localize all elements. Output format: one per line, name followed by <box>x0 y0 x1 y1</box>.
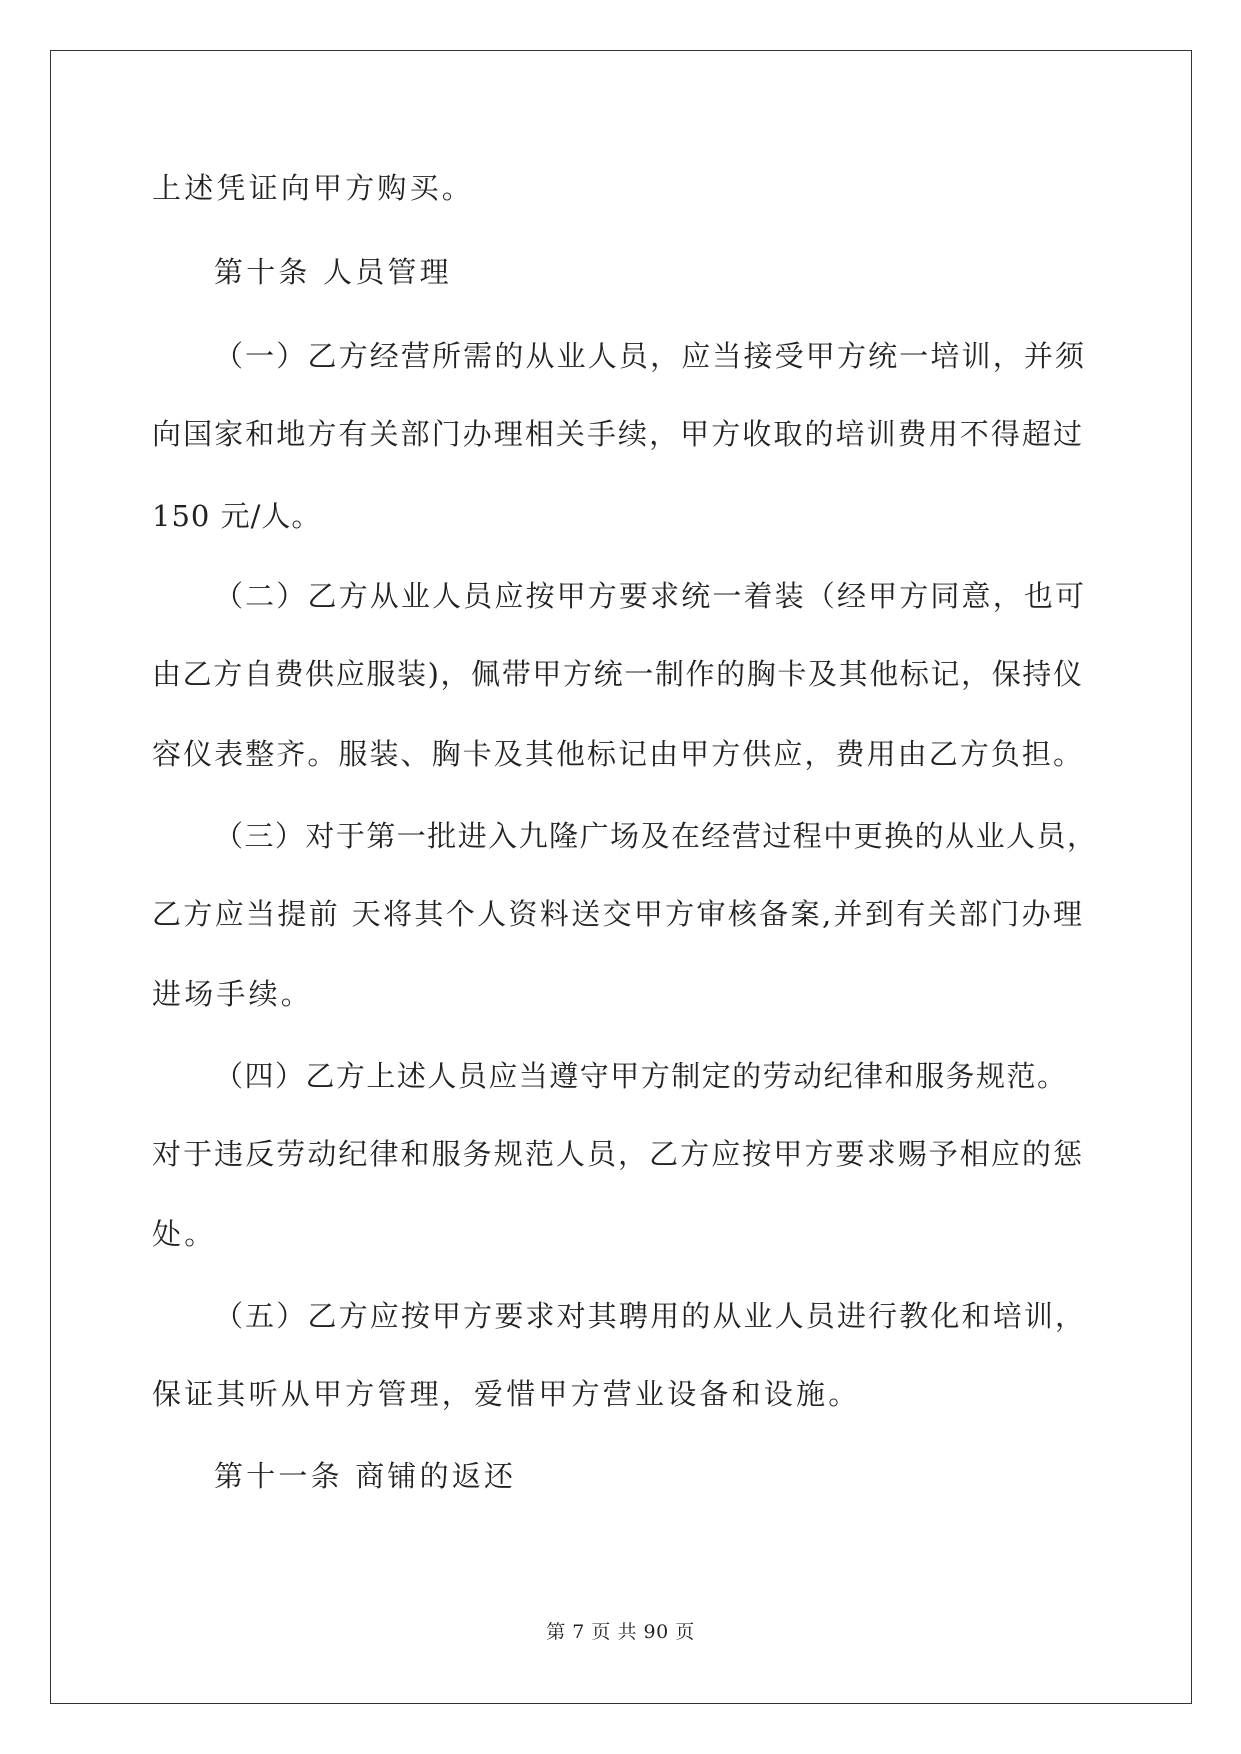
text-line: （一）乙方经营所需的从业人员，应当接受甲方统一培训，并须 <box>214 339 1084 373</box>
text-line: 处。 <box>152 1217 217 1251</box>
page-number-footer: 第 7 页 共 90 页 <box>546 1621 695 1643</box>
text-line: （四）乙方上述人员应当遵守甲方制定的劳动纪律和服务规范。 <box>214 1059 1066 1093</box>
text-line: 乙方应当提前 天将其个人资料送交甲方审核备案,并到有关部门办理 <box>152 897 1082 931</box>
article-heading: 第十条 人员管理 <box>214 255 452 289</box>
text-line: 上述凭证向甲方购买。 <box>152 171 475 205</box>
text-line: 保证其听从甲方管理，爱惜甲方营业设备和设施。 <box>152 1377 861 1411</box>
text-line: 150 元/人。 <box>152 499 322 533</box>
text-line: 对于违反劳动纪律和服务规范人员，乙方应按甲方要求赐予相应的惩 <box>152 1137 1082 1171</box>
text-line: 向国家和地方有关部门办理相关手续，甲方收取的培训费用不得超过 <box>152 417 1082 451</box>
text-line: 由乙方自费供应服装)，佩带甲方统一制作的胸卡及其他标记，保持仪 <box>152 657 1082 691</box>
text-line: 进场手续。 <box>152 977 314 1011</box>
text-line: （三）对于第一批进入九隆广场及在经营过程中更换的从业人员， <box>214 819 1096 853</box>
article-heading: 第十一条 商铺的返还 <box>214 1459 517 1493</box>
text-line: （二）乙方从业人员应按甲方要求统一着装（经甲方同意，也可 <box>214 579 1084 613</box>
text-line: （五）乙方应按甲方要求对其聘用的从业人员进行教化和培训， <box>214 1299 1084 1333</box>
text-line: 容仪表整齐。服装、胸卡及其他标记由甲方供应，费用由乙方负担。 <box>152 737 1082 771</box>
